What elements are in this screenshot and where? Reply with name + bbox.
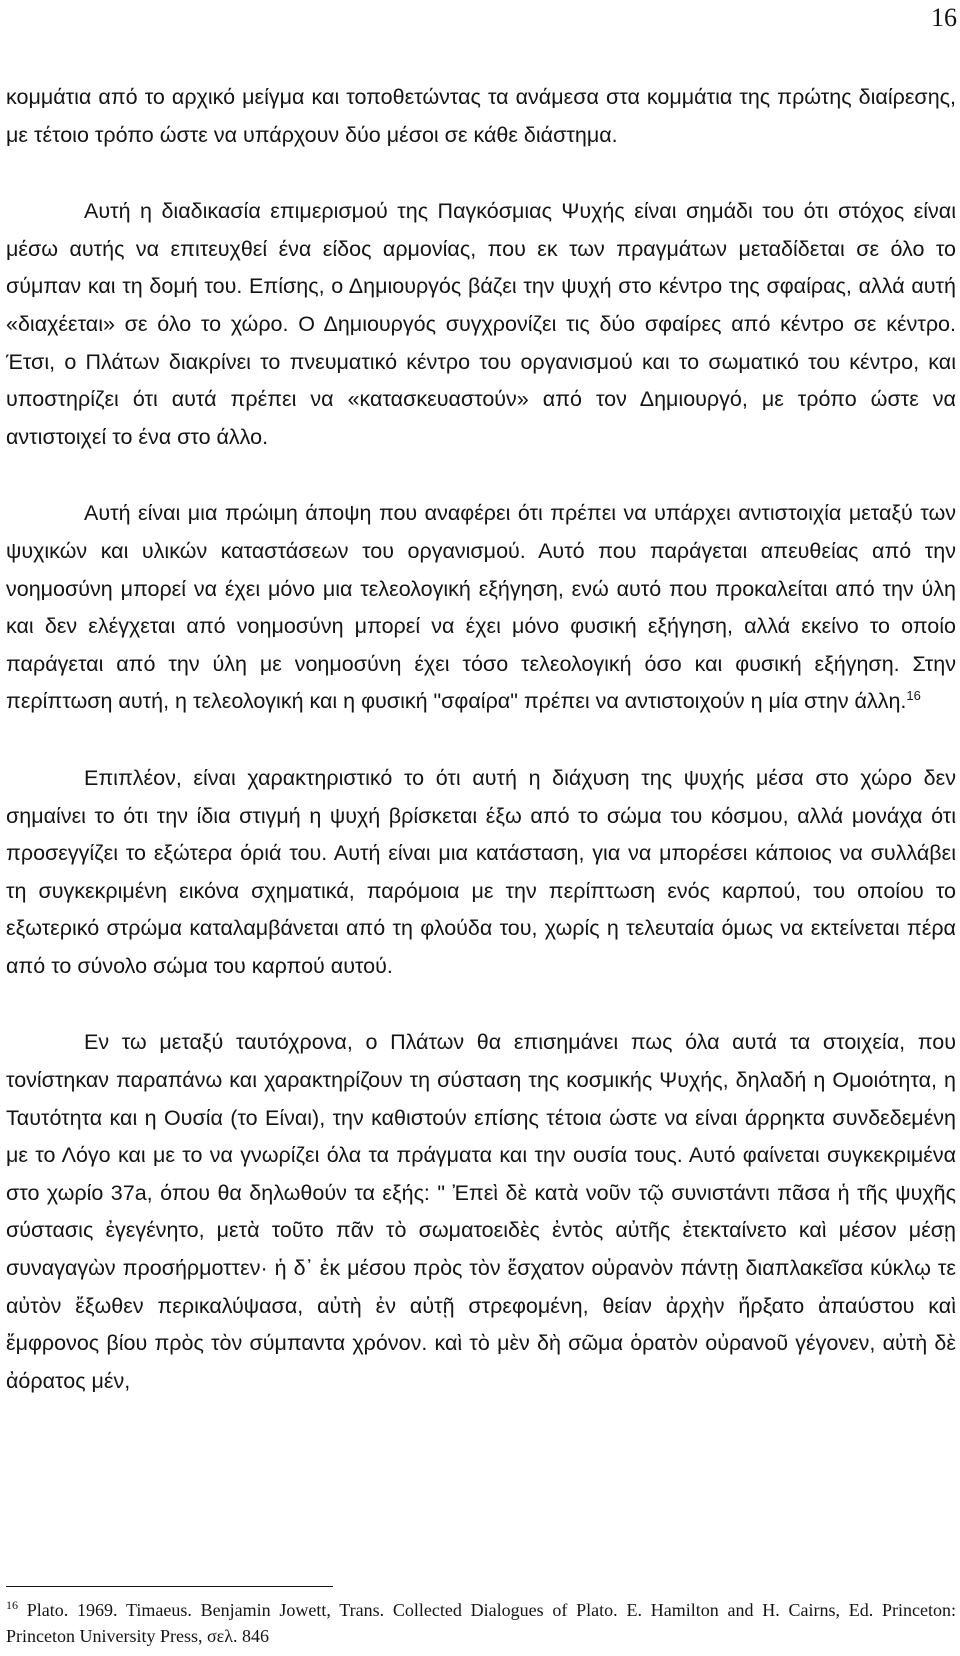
- body-text: [6, 79, 956, 1400]
- footnote-marker: 16: [906, 688, 921, 704]
- paragraph-timaeus-quote: Εν τω μεταξύ ταυτόχρονα, ο Πλάτων θα επισημάνει πως όλα αυτά τα στοιχεία, που τονίστηκαν παραπάνω και χαρακτηρίζουν τη σύσταση της κοσμικής Ψυχής, δηλαδή η Ομοιότητα, η Ταυτότητα και η Ουσία (το Είναι), την καθιστούν επίσης τέτοια ώστε να είναι άρρηκτα συνδεδεμένη με το Λόγο και με το να γνωρίζει όλα τα πράγματα και την ουσία τους. Αυτό φαίνεται συγκεκριμένα στο χωρίο 37a, όπου θα δηλωθούν τα εξής: " Ἐπεὶ δὲ κατὰ νοῦν τῷ συνιστάντι πᾶσα ἡ τῆς ψυχῆς σύστασις ἐγεγένητο, μετὰ τοῦτο πᾶν τὸ σωματοειδὲς ἐντὸς αὐτῆς ἐτεκταίνετο καὶ μέσον μέσῃ συναγαγὼν προσήρμοττεν· ἡ δ᾽ ἐκ μέσου πρὸς τὸν ἔσχατον οὐρανὸν πάντῃ διαπλακεῖσα κύκλῳ τε αὐτὸν ἔξωθεν περικαλύψασα, αὐτὴ ἐν αὑτῇ στρεφομένη, θείαν ἀρχὴν ἤρξατο ἀπαύστου καὶ ἔμφρονος βίου πρὸς τὸν σύμπαντα χρόνον. καὶ τὸ μὲν δὴ σῶμα ὁρατὸν οὐρανοῦ γέγονεν, αὐτὴ δὲ ἀόρατος μέν,: [6, 1030, 956, 1393]
- paragraph-correspondence-text: Αυτή είναι μια πρώιμη άποψη που αναφέρει ότι πρέπει να υπάρχει αντιστοιχία μεταξύ των ψυχικών και υλικών καταστάσεων του οργανισμού. Αυτό που παράγεται απευθείας από την νοημοσύνη μπορεί να έχει μόνο μια τελεολογική εξήγηση, ενώ αυτό που προκαλείται από την ύλη και δεν ελέγχεται από νοημοσύνη μπορεί να έχει μόνο φυσική εξήγηση, αλλά εκείνο το οποίο παράγεται από την ύλη με νοημοσύνη έχει τόσο τελεολογική όσο και φυσική εξήγηση. Στην περίπτωση αυτή, η τελεολογική και η φυσική "σφαίρα" πρέπει να αντιστοιχούν η μία στην άλλη.: [6, 501, 956, 714]
- footnote: [6, 1597, 956, 1649]
- page-number: 16: [931, 3, 957, 32]
- paragraph-diffusion: Επιπλέον, είναι χαρακτηριστικό το ότι αυτή η διάχυση της ψυχής μέσα στο χώρο δεν σημαίνει το ότι την ίδια στιγμή η ψυχή βρίσκεται έξω από το σώμα του κόσμου, αλλά μονάχα ότι προσεγγίζει το εξώτερα όριά του. Αυτή είναι μια κατάσταση, για να μπορέσει κάποιος να συλλάβει τη συγκεκριμένη εικόνα σχηματικά, παρόμοια με την περίπτωση ενός καρπού, του οποίου το εξωτερικό στρώμα καταλαμβάνεται από τη φλούδα του, χωρίς η τελευταία όμως να εκτείνεται πέρα από το σύνολο σώμα του καρπού αυτού.: [6, 765, 956, 978]
- paragraph-continuation: κομμάτια από το αρχικό μείγμα και τοποθετώντας τα ανάμεσα στα κομμάτια της πρώτης διαίρεσης, με τέτοιο τρόπο ώστε να υπάρχουν δύο μέσοι σε κάθε διάστημα.: [6, 85, 956, 147]
- footnote-text: Plato. 1969. Timaeus. Benjamin Jowett, Trans. Collected Dialogues of Plato. E. Hamilton and H. Cairns, Ed. Princeton: Princeton University Press, σελ. 846: [6, 1600, 957, 1646]
- paragraph-world-soul: Αυτή η διαδικασία επιμερισμού της Παγκόσμιας Ψυχής είναι σημάδι του ότι στόχος είναι μέσω αυτής να επιτευχθεί ένα είδος αρμονίας, που εκ των πραγμάτων μεταδίδεται σε όλο το σύμπαν και τη δομή του. Επίσης, ο Δημιουργός βάζει την ψυχή στο κέντρο της σφαίρας, αλλά αυτή «διαχέεται» σε όλο το χώρο. Ο Δημιουργός συγχρονίζει τις δύο σφαίρες από κέντρο σε κέντρο. Έτσι, ο Πλάτων διακρίνει το πνευματικό κέντρο του οργανισμού και το σωματικό του κέντρο, και υποστηρίζει ότι αυτά πρέπει να «κατασκευαστούν» από τον Δημιουργό, με τρόπο ώστε να αντιστοιχεί το ένα στο άλλο.: [6, 199, 956, 449]
- footnote-number: 16: [6, 1598, 18, 1612]
- paragraph-correspondence: [6, 495, 956, 721]
- footnote-divider: [6, 1586, 333, 1587]
